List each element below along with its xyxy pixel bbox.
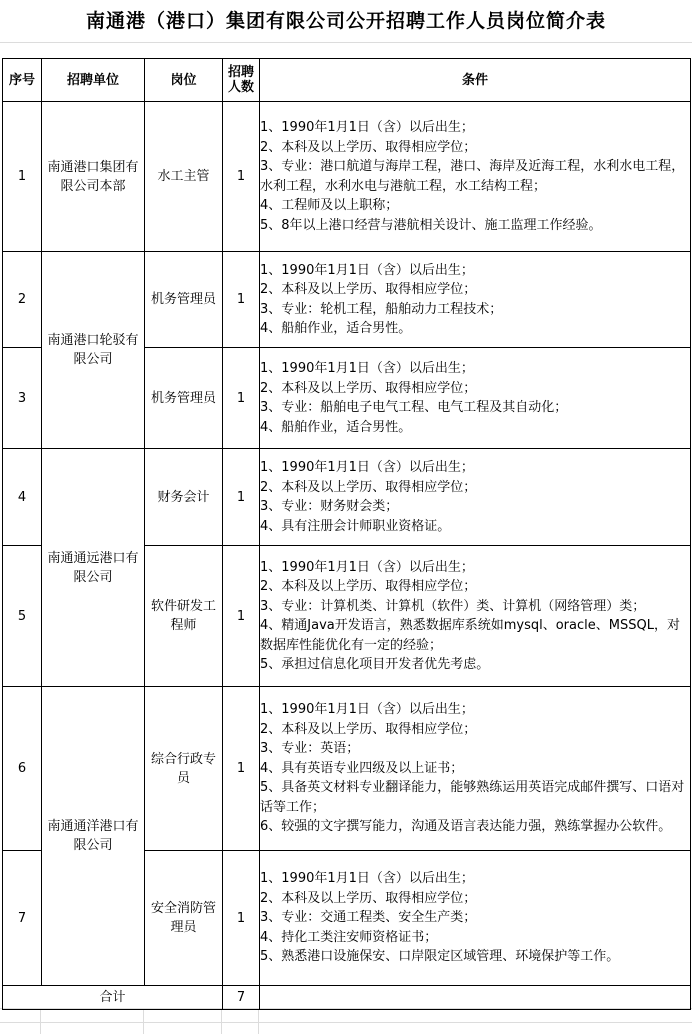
row-seq: 2: [3, 252, 42, 348]
row-count: 1: [223, 546, 260, 687]
row-conditions: [260, 449, 691, 546]
row-count: 1: [223, 252, 260, 348]
condition-item: 6、较强的文字撰写能力，沟通及语言表达能力强，熟练掌握办公软件。: [260, 819, 672, 835]
condition-item: 3、专业：财务财会类；: [260, 499, 399, 514]
condition-item: 1、1990年1月1日（含）以后出生；: [260, 120, 474, 135]
row-count: 1: [223, 851, 260, 986]
unit-cell: 南通港口集团有限公司本部: [42, 102, 145, 252]
row-position: 机务管理员: [145, 252, 223, 348]
condition-item: 2、本科及以上学历、取得相应学位；: [260, 579, 477, 594]
condition-item: 3、专业：交通工程类、安全生产类；: [260, 910, 477, 926]
condition-item: 1、1990年1月1日（含）以后出生；: [260, 702, 474, 718]
condition-item: 2、本科及以上学历、取得相应学位；: [260, 380, 477, 396]
row-count: 1: [223, 449, 260, 546]
condition-item: 4、船舶作业，适合男性。: [260, 321, 412, 336]
recruitment-table: [2, 58, 691, 1010]
condition-item: 5、具备英文材料专业翻译能力，能够熟练运用英语完成邮件撰写、口语对话等工作；: [260, 780, 685, 815]
condition-item: 3、专业：英语；: [260, 741, 360, 757]
row-conditions: [260, 252, 691, 348]
row-conditions: [260, 687, 691, 851]
row-conditions: [260, 851, 691, 986]
condition-item: 5、承担过信息化项目开发者优先考虑。: [260, 657, 490, 672]
total-label: 合计: [3, 986, 223, 1010]
gridline: [0, 42, 692, 43]
gridline: [221, 1008, 222, 1034]
condition-item: 4、工程师及以上职称；: [260, 198, 399, 213]
condition-item: 2、本科及以上学历、取得相应学位；: [260, 479, 477, 495]
total-row: [3, 986, 691, 1010]
condition-item: 2、本科及以上学历、取得相应学位；: [260, 721, 477, 737]
total-conditions-empty: [260, 986, 691, 1010]
table-row: [3, 102, 691, 252]
gridline: [0, 1022, 692, 1023]
table-row: [3, 252, 691, 348]
header-position: 岗位: [145, 59, 223, 102]
row-position: 机务管理员: [145, 348, 223, 449]
table-row: [3, 687, 691, 851]
condition-item: 2、本科及以上学历、取得相应学位；: [260, 890, 477, 906]
unit-cell: 南通通远港口有限公司: [42, 449, 145, 687]
condition-item: 4、持化工类注安师资格证书；: [260, 929, 438, 945]
total-count: 7: [223, 986, 260, 1010]
row-conditions: [260, 348, 691, 449]
condition-item: 5、熟悉港口设施保安、口岸限定区域管理、环境保护等工作。: [260, 949, 620, 965]
row-count: 1: [223, 348, 260, 449]
row-seq: 5: [3, 546, 42, 687]
page-title: 南通港（港口）集团有限公司公开招聘工作人员岗位简介表: [85, 10, 606, 32]
row-count: 1: [223, 102, 260, 252]
condition-item: 3、专业：计算机类、计算机（软件）类、计算机（网络管理）类；: [260, 598, 646, 614]
condition-item: 4、具有英语专业四级及以上证书；: [260, 760, 464, 776]
condition-item: 1、1990年1月1日（含）以后出生；: [260, 460, 474, 475]
header-unit: 招聘单位: [42, 59, 145, 102]
row-seq: 6: [3, 687, 42, 851]
header-conditions: 条件: [260, 59, 691, 102]
row-conditions: [260, 102, 691, 252]
header-seq: 序号: [3, 59, 42, 102]
unit-cell: 南通港口轮驳有限公司: [42, 252, 145, 449]
condition-item: 4、具有注册会计师职业资格证。: [260, 518, 451, 534]
condition-item: 2、本科及以上学历、取得相应学位；: [260, 282, 477, 297]
unit-cell: 南通通洋港口有限公司: [42, 687, 145, 986]
row-position: 综合行政专员: [145, 687, 223, 851]
condition-item: 1、1990年1月1日（含）以后出生；: [260, 361, 474, 376]
row-seq: 3: [3, 348, 42, 449]
condition-item: 2、本科及以上学历、取得相应学位；: [260, 139, 477, 155]
header-row: [3, 59, 691, 102]
row-position: 安全消防管理员: [145, 851, 223, 986]
gridline: [258, 1008, 259, 1034]
row-position: 软件研发工程师: [145, 546, 223, 687]
table-row: [3, 449, 691, 546]
gridline: [40, 1008, 41, 1034]
gridline: [143, 1008, 144, 1034]
header-count: [223, 59, 260, 102]
condition-item: 1、1990年1月1日（含）以后出生；: [260, 871, 474, 887]
row-seq: 7: [3, 851, 42, 986]
row-conditions: [260, 546, 691, 687]
condition-item: 3、专业：轮机工程，船舶动力工程技术；: [260, 301, 503, 317]
header-count-line2: 人数: [227, 80, 254, 95]
condition-item: 4、精通Java开发语言，熟悉数据库系统如mysql、oracle、MSSQL，对数据库性能优化有一定的经验；: [260, 618, 680, 653]
condition-item: 3、专业：港口航道与海岸工程，港口、海岸及近海工程，水利水电工程，水利工程，水利水电与港航工程，水工结构工程；: [260, 159, 685, 194]
row-seq: 4: [3, 449, 42, 546]
row-count: 1: [223, 687, 260, 851]
row-position: 水工主管: [145, 102, 223, 252]
condition-item: 1、1990年1月1日（含）以后出生；: [260, 559, 474, 575]
condition-item: 5、8年以上港口经营与港航相关设计、施工监理工作经验。: [260, 217, 602, 233]
header-count-line1: 招聘: [227, 65, 254, 80]
row-position: 财务会计: [145, 449, 223, 546]
row-seq: 1: [3, 102, 42, 252]
condition-item: 1、1990年1月1日（含）以后出生；: [260, 262, 474, 278]
condition-item: 3、专业：船舶电子电气工程、电气工程及其自动化；: [260, 400, 568, 415]
condition-item: 4、船舶作业，适合男性。: [260, 419, 412, 435]
